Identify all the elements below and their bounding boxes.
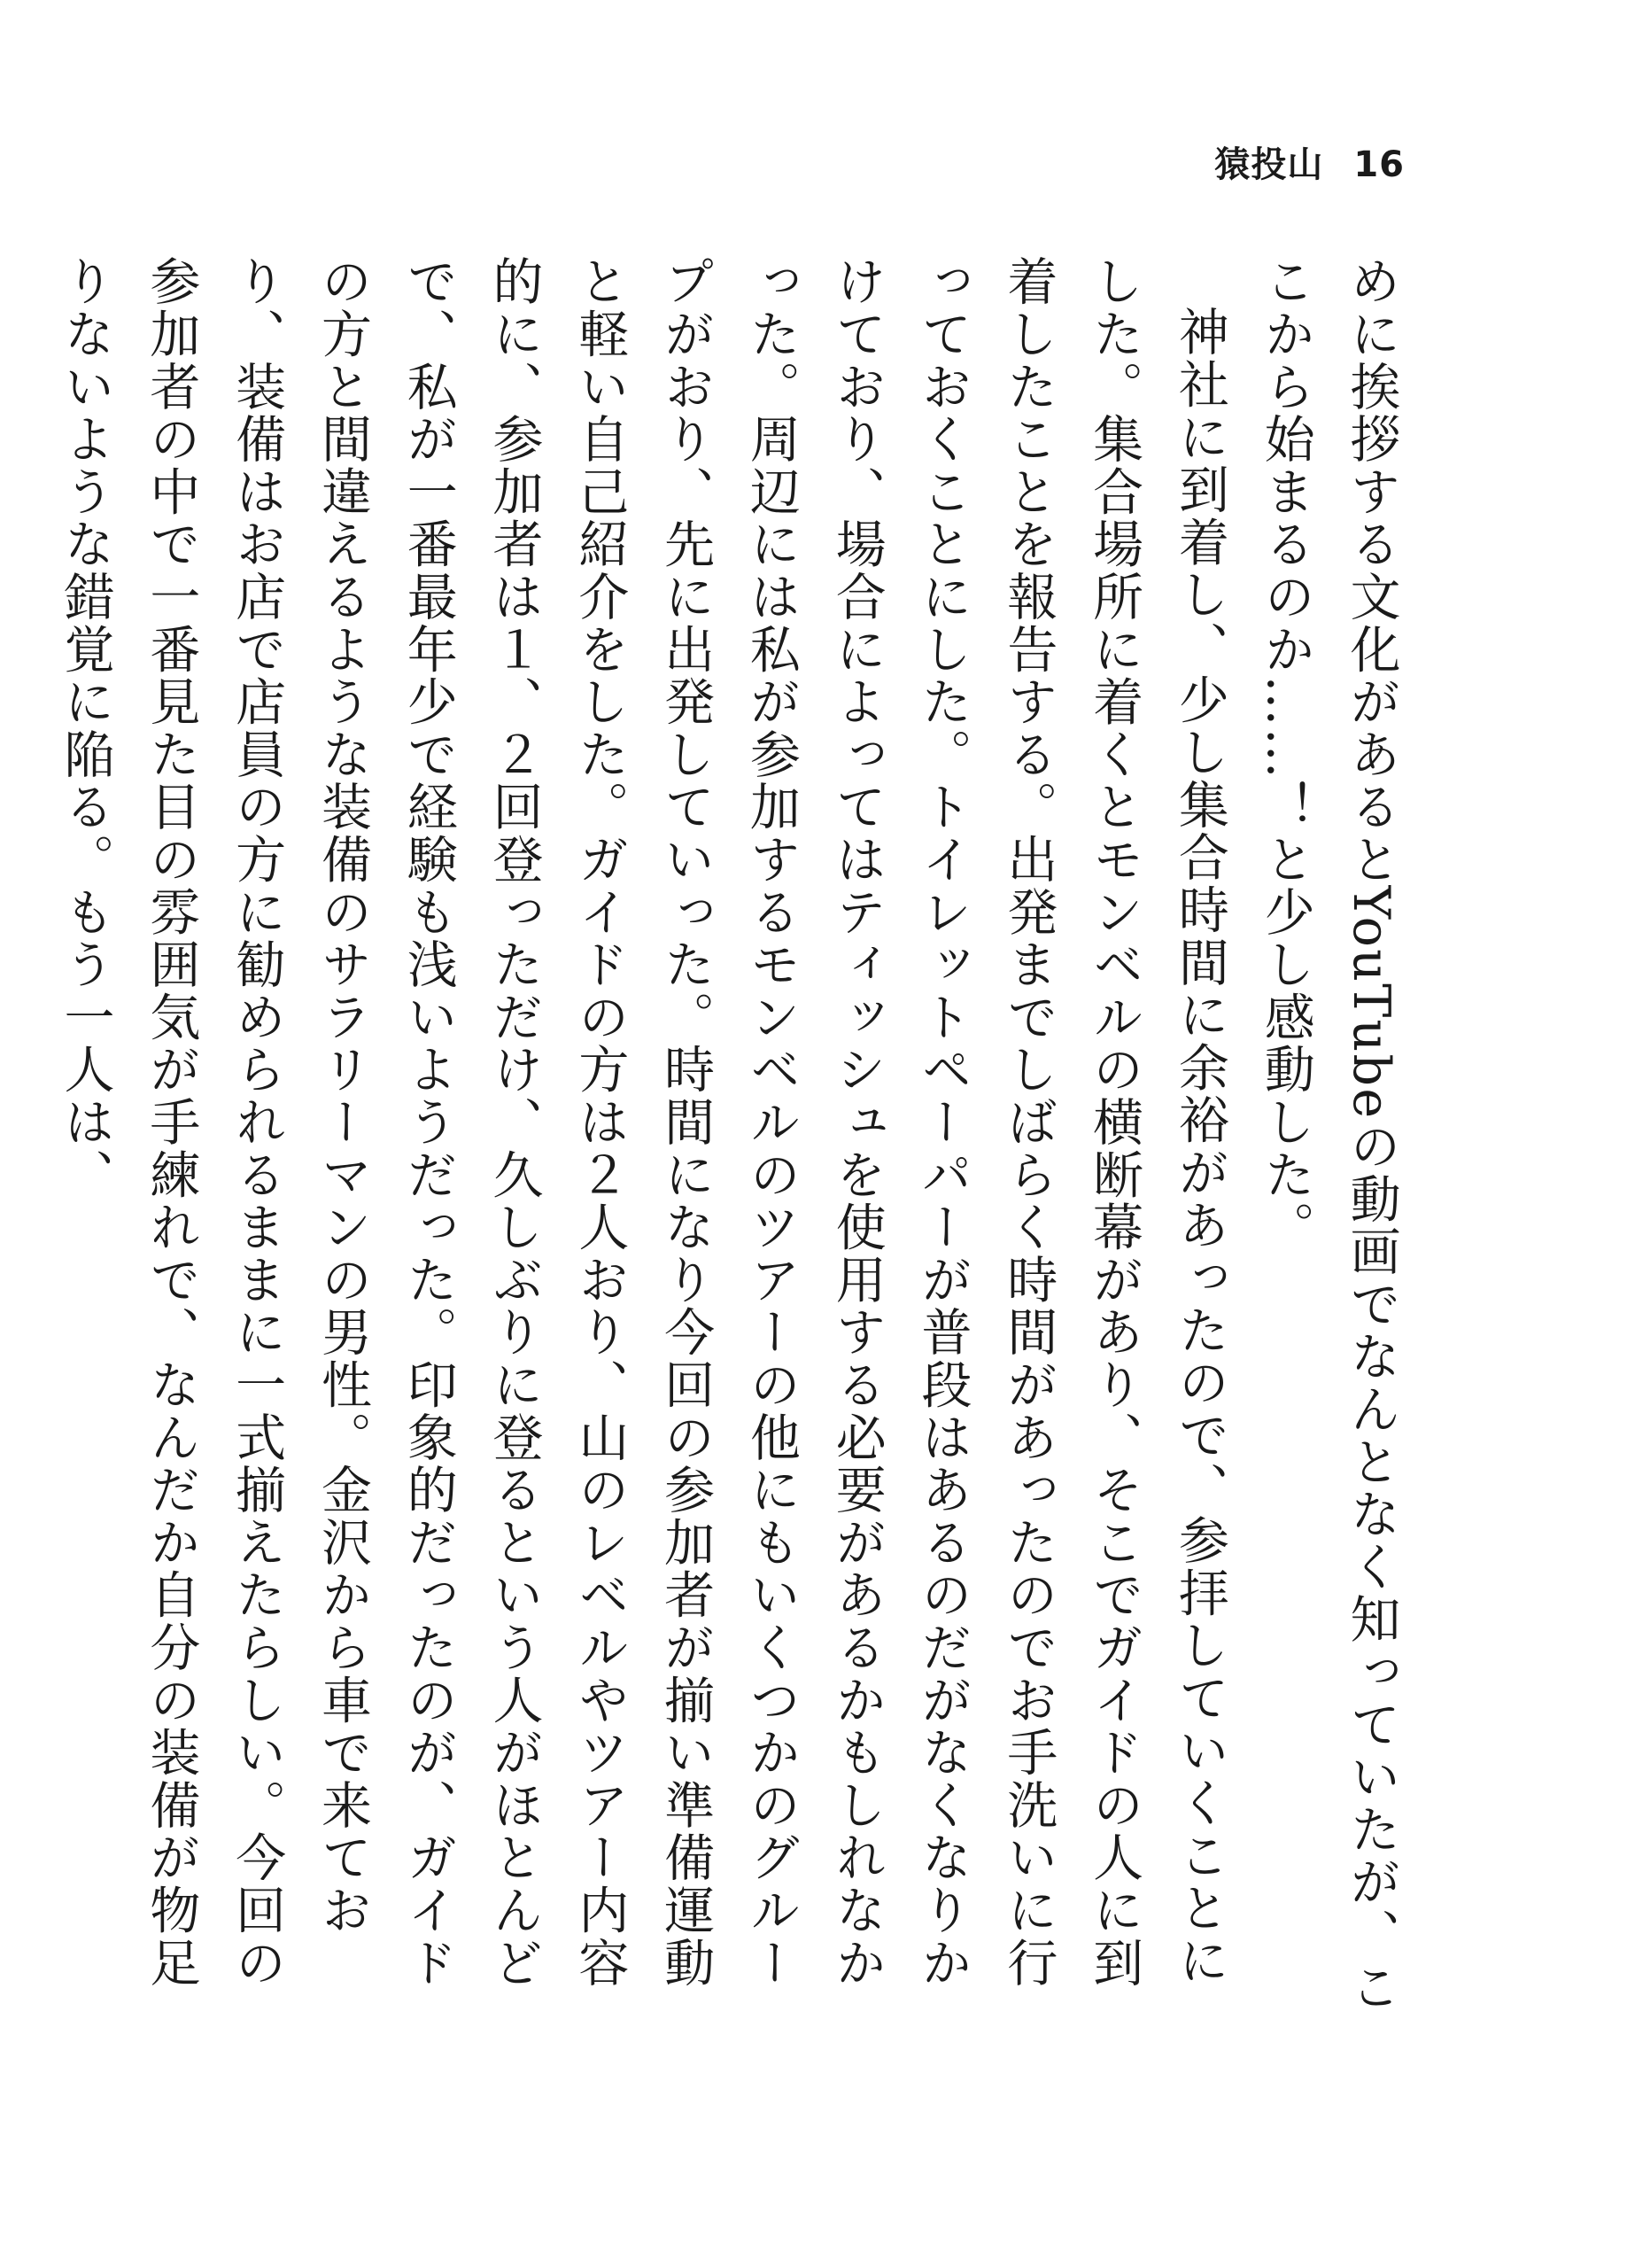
body-text <box>56 255 1414 2027</box>
paragraph-continued: めに挨拶する文化があるとYouTubeの動画でなんとなく知っていたが、ここから始まるのか……！と少し感動した。 <box>1256 255 1400 2014</box>
page-number: 16 <box>1353 144 1405 185</box>
paragraph: 神社に到着し、少し集合時間に余裕があったので、参拝していくことにした。集合場所に着くとモンベルの横断幕があり、そこでガイドの人に到着したことを報告する。出発までしばらく時間があったのでお手洗いに行っておくことにした。トイレットペーパーが普段はあるのだがなくなりかけており、場合によってはティッシュを使用する必要があるかもしれなかった。周辺には私が参加するモンベルのツアーの他にもいくつかのグループがおり、先に出発していった。時間になり今回の参加者が揃い準備運動と軽い自己紹介をした。ガイドの方は２人おり、山のレベルやツアー内容的に、参加者は１、２回登っただけ、久しぶりに登るという人がほとんどで、私が一番最年少で経験も浅いようだった。印象的だったのが、ガイドの方と間違えるような装備のサラリーマンの男性。金沢から車で来ており、装備はお店で店員の方に勧められるままに一式揃えたらしい。今回の参加者の中で一番見た目の雰囲気が手練れで、なんだか自分の装備が物足りないような錯覚に陥る。もう一人は、 <box>56 255 1229 1989</box>
running-head <box>1214 140 1405 190</box>
chapter-title: 猿投山 <box>1214 144 1324 185</box>
